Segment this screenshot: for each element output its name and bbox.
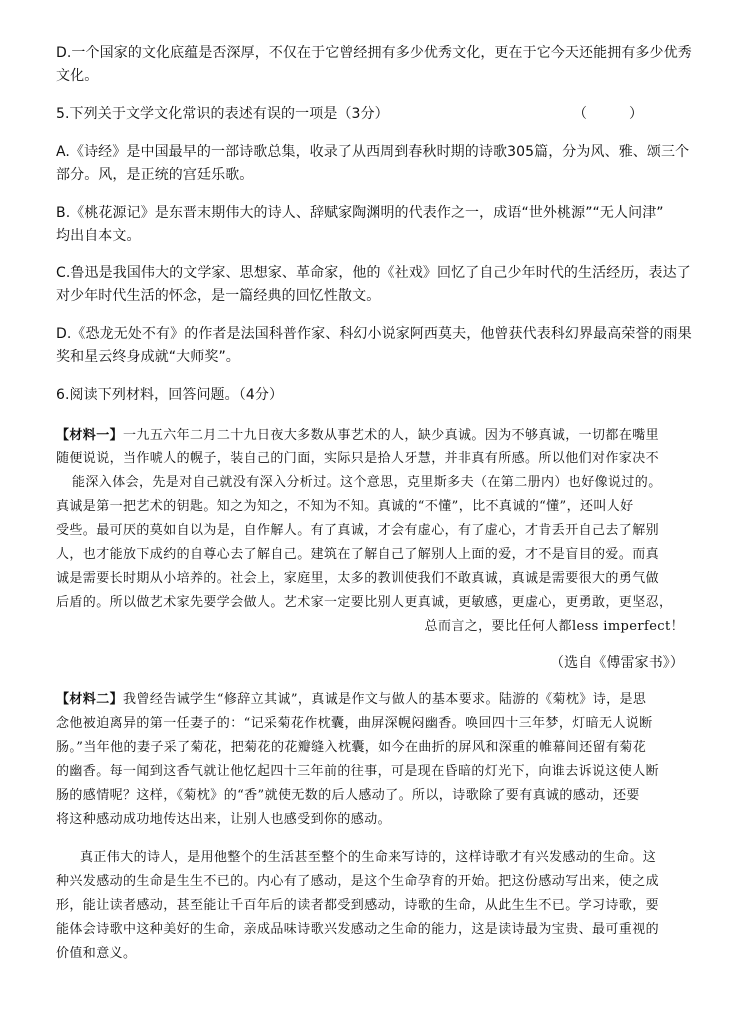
material1-line7: 诚是需要长时期从小培养的。社会上，家庭里，太多的教训使我们不敢真诚，真诚是需要很大的勇气做 (56, 571, 660, 586)
material1-line9: 总而言之，要比任何人都less imperfect！ (424, 619, 684, 634)
q6-stem: 6.阅读下列材料，回答问题。（4分） (56, 387, 284, 403)
material1-line1 (56, 426, 659, 446)
material1-text: 一九五六年二月二十九日夜大多数从事艺术的人，缺少真诚。因为不够真诚，一切都在嘴里 (123, 428, 660, 443)
material1-label: 【材料一】 (56, 428, 124, 443)
q4-option-d-line2: 文化。 (56, 68, 99, 84)
material1-line2: 随便说说，当作唬人的幌子，装自己的门面，实际只是拾人牙慧，并非真有所感。所以他们对作家决不 (56, 451, 660, 466)
q5-option-d-line1: D.《恐龙无处不有》的作者是法国科普作家、科幻小说家阿西莫夫，他曾获代表科幻界最高荣誉的雨果 (56, 326, 692, 342)
q5-option-b-line2: 均出自本文。 (56, 228, 141, 244)
q5-option-c-line1: C.鲁迅是我国伟大的文学家、思想家、革命家，他的《社戏》回忆了自己少年时代的生活经历，表达了 (56, 265, 691, 281)
material2-line4: 的幽香。每一闻到这香气就让他忆起四十三年前的往事，可是现在昏暗的灯光下，向谁去诉说这使人断 (56, 764, 660, 779)
q5-option-b-line1: B.《桃花源记》是东晋末期伟大的诗人、辞赋家陶渊明的代表作之一，成语“世外桃源”“无人问津” (56, 205, 664, 221)
material2-line1 (56, 690, 646, 710)
material2-line2: 念他被迫离异的第一任妻子的：“记采菊花作枕囊，曲屏深幌闷幽香。唤回四十三年梦，灯暗无人说断 (56, 716, 653, 731)
material1-line3: 能深入体会，先是对自己就没有深入分析过。这个意思，克里斯多夫（在第二册内）也好像说过的。 (72, 475, 662, 490)
material1-line8: 后盾的。所以做艺术家先要学会做人。艺术家一定要比别人更真诚，更敏感，更虚心，更勇敢，更坚忍， (56, 595, 673, 610)
material2-para2-line5: 价值和意义。 (56, 946, 137, 961)
material2-para2-line3: 形，能让读者感动，甚至能让千百年后的读者都受到感动，诗歌的生命，从此生生不已。学习诗歌，要 (56, 898, 660, 913)
material2-line6: 将这种感动成功地传达出来，让别人也感受到你的感动。 (56, 812, 392, 827)
material1-line5: 受些。最可厌的莫如自以为是，自作解人。有了真诚，才会有虚心，有了虚心，才肯丢开自己去了解别 (56, 523, 660, 538)
material2-para2-line4: 能体会诗歌中这种美好的生命，亲成品味诗歌兴发感动之生命的能力，这是读诗最为宝贵、最可重视的 (56, 922, 660, 937)
material1-line4: 真诚是第一把艺术的钥匙。知之为知之，不知为不知。真诚的“不懂”，比不真诚的“懂”，还叫人好 (56, 499, 634, 514)
material2-para2-line2: 种兴发感动的生命是生生不已的。内心有了感动，是这个生命孕育的开始。把这份感动写出来，使之成 (56, 874, 660, 889)
q5-option-d-line2: 奖和星云终身成就“大师奖”。 (56, 349, 240, 365)
material2-line3: 肠。”当年他的妻子采了菊花，把菊花的花瓣缝入枕囊，如今在曲折的屏风和深重的帷幕间还留有菊花 (56, 740, 647, 755)
q5-option-a-line2: 部分。风，是正统的宫廷乐歌。 (56, 167, 254, 183)
q5-option-a-line1: A.《诗经》是中国最早的一部诗歌总集，收录了从西周到春秋时期的诗歌305篇，分为风、雅、颂三个 (56, 144, 690, 160)
q5-option-c-line2: 对少年时代生活的怀念，是一篇经典的回忆性散文。 (56, 288, 381, 304)
q5-answer-paren: （ ） (573, 106, 643, 122)
material2-text: 我曾经告诫学生“修辞立其诚”，真诚是作文与做人的基本要求。陆游的《菊枕》诗，是思 (123, 692, 647, 707)
q4-option-d-line1: D.一个国家的文化底蕴是否深厚，不仅在于它曾经拥有多少优秀文化，更在于它今天还能拥有多少优秀 (56, 45, 692, 61)
material2-line5: 肠的感情呢？这样，《菊枕》的“香”就使无数的后人感动了。所以，诗歌除了要有真诚的感动，还要 (56, 788, 640, 803)
material1-source: （选自《傅雷家书》） (550, 655, 684, 671)
material2-para2-line1: 真正伟大的诗人，是用他整个的生活甚至整个的生命来写诗的，这样诗歌才有兴发感动的生命。这 (80, 850, 657, 865)
material2-label: 【材料二】 (56, 692, 124, 707)
q5-stem: 5.下列关于文学文化常识的表述有误的一项是（3分） (56, 106, 389, 122)
material1-line6: 人，也才能放下成约的自尊心去了解自己。建筑在了解自己了解别人上面的爱，才不是盲目的爱。而真 (56, 547, 660, 562)
